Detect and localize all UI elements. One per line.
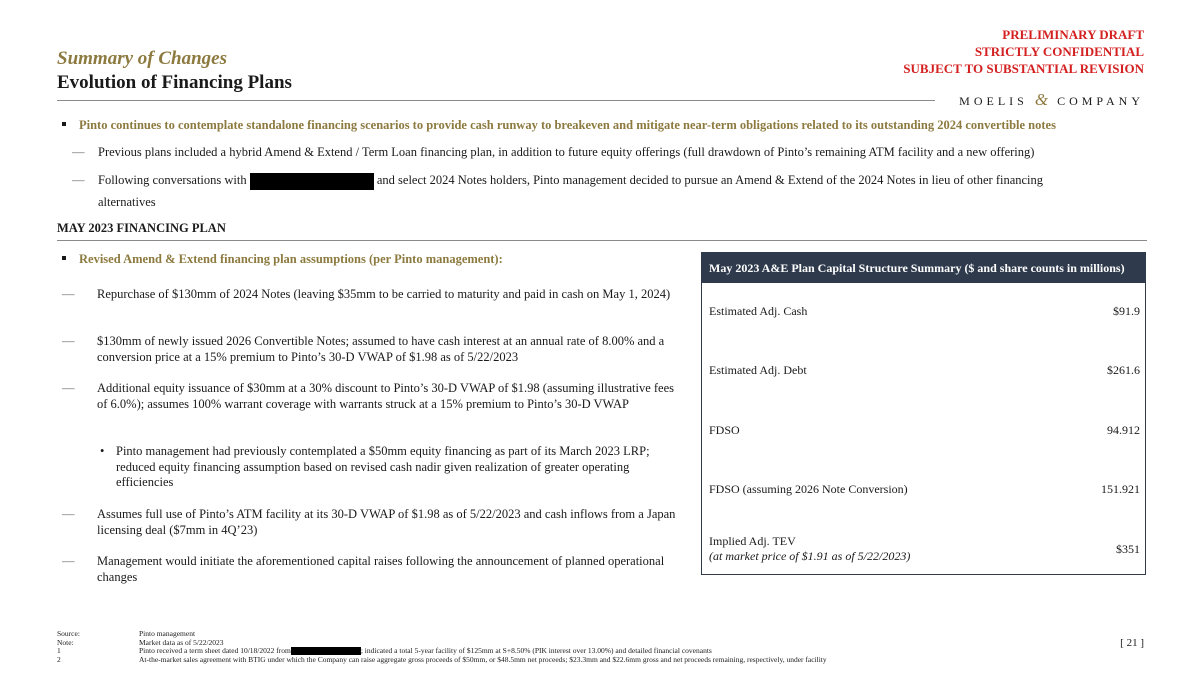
header-divider (57, 100, 935, 101)
row-label-group (709, 534, 910, 564)
plan-heading (62, 250, 503, 269)
footnote-text: At-the-market sales agreement with BTIG under which the Company can raise aggregate gross proceeds of $50mm, or $48.5mm net proceeds; $23.3mm and $22.6mm gross and net proceeds remaining, respectively, under facility (139, 654, 827, 664)
plan-item-text: Management would initiate the aforementioned capital raises following the announcement of planned operational changes (97, 554, 665, 584)
intro-sub-bullet-1 (72, 143, 1034, 162)
intro-main-text: Pinto continues to contemplate standalone financing scenarios to provide cash runway to breakeven and mitigate near-term obligations related to its outstanding 2024 convertible notes (79, 118, 1056, 132)
intro-sub2-after: and select 2024 Notes holders, Pinto management decided to pursue an Amend & Extend of the 2024 Notes in lieu of other financing (376, 173, 1044, 187)
round-bullet-icon: • (100, 444, 105, 458)
row-sublabel: (at market price of $1.91 as of 5/22/2023) (709, 549, 911, 563)
plan-subitem-1 (100, 444, 680, 491)
row-value: $351 (1116, 542, 1140, 556)
page-title: Evolution of Financing Plans (57, 72, 292, 93)
brand-left: MOELIS (959, 94, 1028, 108)
row-value: 94.912 (1107, 423, 1140, 437)
redacted-block (250, 173, 374, 190)
square-bullet-icon (62, 122, 66, 126)
section-divider (57, 240, 1147, 241)
dash-bullet-icon: — (72, 145, 85, 159)
intro-main-bullet (62, 116, 1056, 135)
page-subtitle: Summary of Changes (57, 48, 227, 69)
draft-line-2: STRICTLY CONFIDENTIAL (974, 44, 1144, 59)
plan-item-2: — $130mm of newly issued 2026 Convertible Notes; assumed to have cash interest at an annual rate of 8.00% and a conversion price at a 15% premium to Pinto’s 30-D VWAP of $1.98 as of 5/22/2023 (62, 334, 665, 364)
footnote-text: ; indicated a total 5-year facility of $125mm at S+8.50% (PIK interest over 13.00%) and detailed financial covenants (360, 646, 712, 656)
footnote-key: Note: (57, 637, 74, 647)
plan-subitem-text: Pinto management had previously contemplated a $50mm equity financing as part of its March 2023 LRP; reduced equity financing assumption based on revised cash nadir given realization of greater operating efficiencies (116, 444, 650, 489)
row-label: FDSO (709, 423, 740, 437)
footnote-text: Pinto management (139, 629, 196, 638)
intro-sub1-text: Previous plans included a hybrid Amend & Extend / Term Loan financing plan, in addition to future equity offerings (full drawdown of Pinto’s remaining ATM facility and a new offering) (98, 145, 1035, 159)
footnote-text: Pinto received a term sheet dated 10/18/2022 from (139, 646, 291, 656)
draft-line-1: PRELIMINARY DRAFT (1002, 27, 1144, 42)
footnote-key: 2 (57, 654, 61, 664)
plan-item-text: Repurchase of $130mm of 2024 Notes (leaving $35mm to be carried to maturity and paid in cash on May 1, 2024) (97, 287, 671, 301)
square-bullet-icon (62, 256, 66, 260)
row-value: $261.6 (1107, 363, 1140, 377)
section-title: MAY 2023 FINANCING PLAN (57, 221, 226, 235)
plan-item-text: Additional equity issuance of $30mm at a 30% discount to Pinto’s 30-D VWAP of $1.98 (assuming illustrative fees of 6.0%); assumes 100% warrant coverage with warrants struck at a 15% premium to Pinto’s 30-D VWAP (97, 381, 675, 411)
row-value: $91.9 (1113, 304, 1140, 318)
row-value: 151.921 (1101, 482, 1140, 496)
plan-item-1: — Repurchase of $130mm of 2024 Notes (leaving $35mm to be carried to maturity and paid in cash on May 1, 2024) (62, 287, 671, 301)
brand-logo (959, 90, 1144, 110)
footnotes (57, 630, 827, 664)
capital-structure-table (701, 252, 1146, 575)
plan-item-5: — Management would initiate the aforementioned capital raises following the announcement of planned operational changes (62, 554, 665, 584)
page-number: [ 21 ] (1120, 637, 1144, 649)
footnote-key: Source: (57, 629, 80, 638)
brand-right: COMPANY (1057, 94, 1144, 108)
intro-sub2-before: Following conversations with (98, 173, 247, 187)
plan-item-text: Assumes full use of Pinto’s ATM facility at its 30-D VWAP of $1.98 as of 5/22/2023 and cash inflows from a Japan licensing deal ($7mm in 4Q’23) (97, 507, 676, 537)
dash-bullet-icon: — (72, 173, 85, 187)
plan-item-3: — Additional equity issuance of $30mm at a 30% discount to Pinto’s 30-D VWAP of $1.98 (assuming illustrative fees of 6.0%); assumes 100% warrant coverage with warrants struck at a 15% premium to Pinto’s 30-D VWAP (62, 381, 675, 411)
row-label: Implied Adj. TEV (709, 534, 796, 548)
intro-sub2-cont: alternatives (98, 195, 156, 209)
draft-notice (903, 26, 1144, 77)
row-label: FDSO (assuming 2026 Note Conversion) (709, 482, 908, 496)
plan-heading-text: Revised Amend & Extend financing plan assumptions (per Pinto management): (79, 252, 503, 266)
brand-ampersand: & (1034, 90, 1051, 109)
draft-line-3: SUBJECT TO SUBSTANTIAL REVISION (903, 61, 1144, 76)
footnote-text: Market data as of 5/22/2023 (139, 637, 224, 647)
intro-sub-bullet-2 (72, 171, 1043, 190)
plan-item-text: $130mm of newly issued 2026 Convertible Notes; assumed to have cash interest at an annual rate of 8.00% and a conversion price at a 15% premium to Pinto’s 30-D VWAP of $1.98 as of 5/22/2023 (97, 334, 665, 364)
table-title: May 2023 A&E Plan Capital Structure Summary ($ and share counts in millions) (702, 253, 1145, 283)
row-label: Estimated Adj. Debt (709, 363, 807, 377)
footnote-key: 1 (57, 646, 61, 656)
row-label: Estimated Adj. Cash (709, 304, 808, 318)
plan-item-4: — Assumes full use of Pinto’s ATM facility at its 30-D VWAP of $1.98 as of 5/22/2023 and cash inflows from a Japan licensing deal ($7mm in 4Q’23) (62, 507, 676, 537)
